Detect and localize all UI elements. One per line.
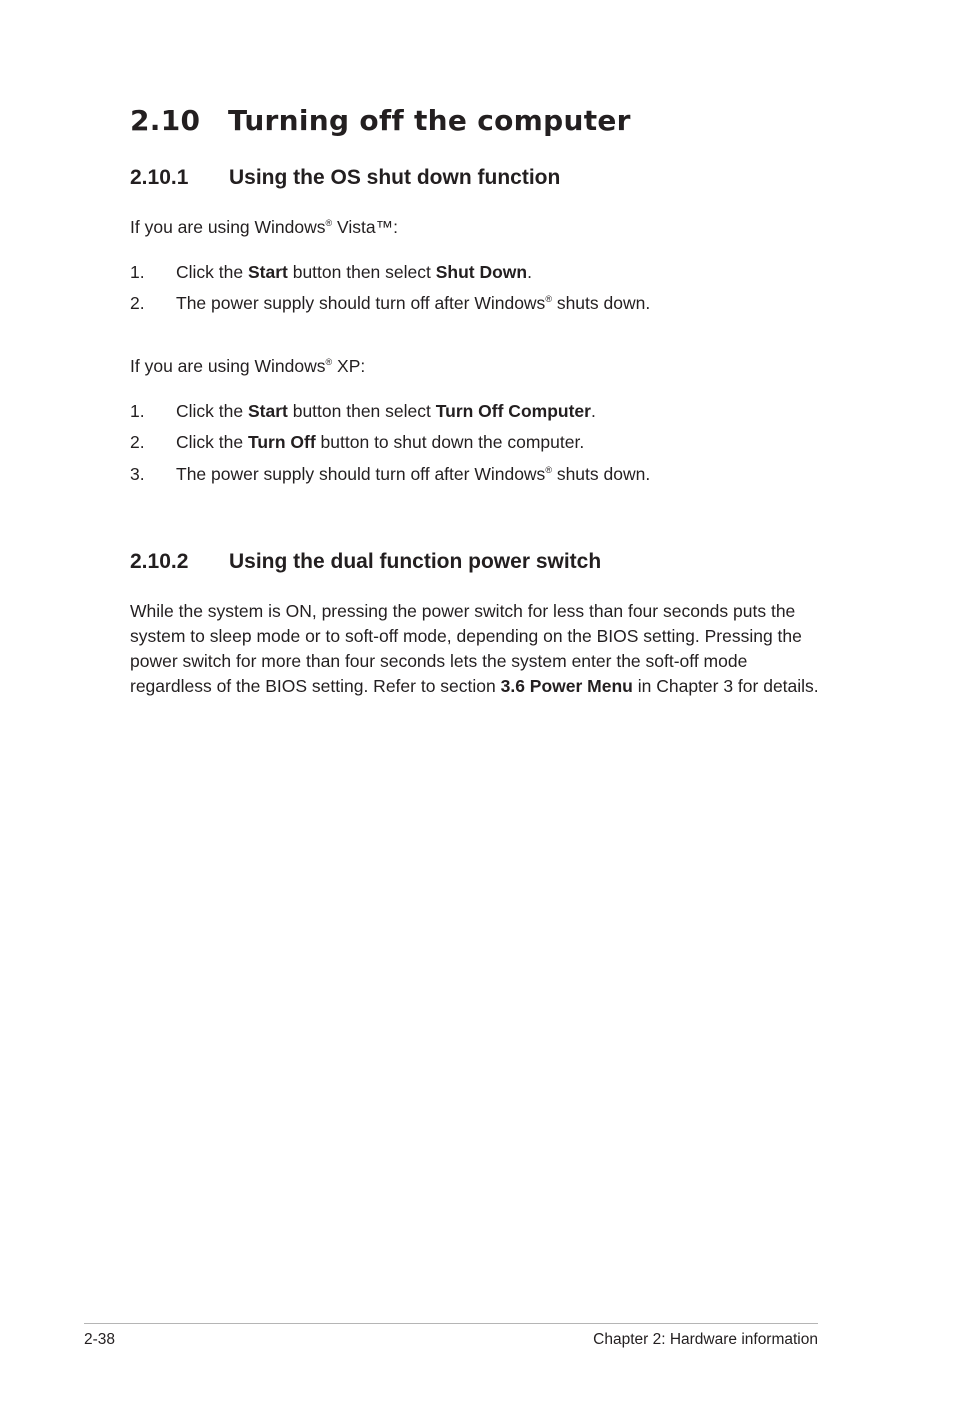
registered-mark: ® [325,357,333,367]
section-heading-os-shutdown [130,166,560,190]
list-item [130,261,532,283]
item-bold-text: Shut Down [435,262,528,282]
list-item [130,431,584,453]
item-text: Click the [176,432,248,452]
page-title [130,104,631,137]
power-switch-paragraph [130,599,820,699]
section-reference: 3.6 Power Menu [500,676,633,696]
xp-intro [130,354,365,379]
heading-title: Turning off the computer [228,104,631,137]
item-text: button then select [287,262,436,282]
intro-text-suffix: XP: [332,356,366,376]
section-title: Using the OS shut down function [229,166,561,189]
item-number: 3. [130,464,145,484]
item-text: The power supply should turn off after Windows [176,464,546,484]
registered-mark: ® [545,465,552,475]
registered-mark: ® [545,294,552,304]
section-heading-power-switch [130,550,601,574]
item-bold-text: Start [247,401,288,421]
item-bold-text: Turn Off [247,432,316,452]
paragraph-text: While the system is ON, pressing the power switch for less than four seconds puts the system to sleep mode or to soft-off mode, depending on the BIOS setting. Pressing the power switch for more than four seconds lets the system enter the soft-off mode regardless of the BIOS setting. Refer to section [130,601,802,696]
list-item [130,463,650,485]
intro-text: If you are using Windows [130,356,326,376]
page-number: 2-38 [84,1331,116,1348]
section-number: 2.10.1 [130,166,189,189]
item-text: button then select [287,401,436,421]
list-item [130,292,650,314]
item-text: . [527,262,532,282]
section-number: 2.10.2 [130,550,189,573]
item-number: 2. [130,432,145,452]
intro-text: If you are using Windows [130,217,326,237]
item-text: shuts down. [551,464,651,484]
paragraph-text: in Chapter 3 for details. [632,676,819,696]
item-text: Click the [176,262,248,282]
heading-number: 2.10 [130,104,201,137]
item-text: shuts down. [551,293,651,313]
item-bold-text: Turn Off Computer [435,401,591,421]
item-text: . [590,401,596,421]
intro-text-suffix: Vista™: [332,217,398,237]
item-text: The power supply should turn off after Windows [176,293,546,313]
footer-divider [84,1323,818,1324]
vista-intro [130,215,398,240]
chapter-title: Chapter 2: Hardware information [593,1331,818,1348]
item-number: 2. [130,293,145,313]
item-bold-text: Start [247,262,288,282]
item-number: 1. [130,262,145,282]
registered-mark: ® [325,218,333,228]
list-item [130,400,596,422]
section-title: Using the dual function power switch [229,550,602,573]
item-number: 1. [130,401,145,421]
item-text: button to shut down the computer. [315,432,585,452]
item-text: Click the [176,401,248,421]
